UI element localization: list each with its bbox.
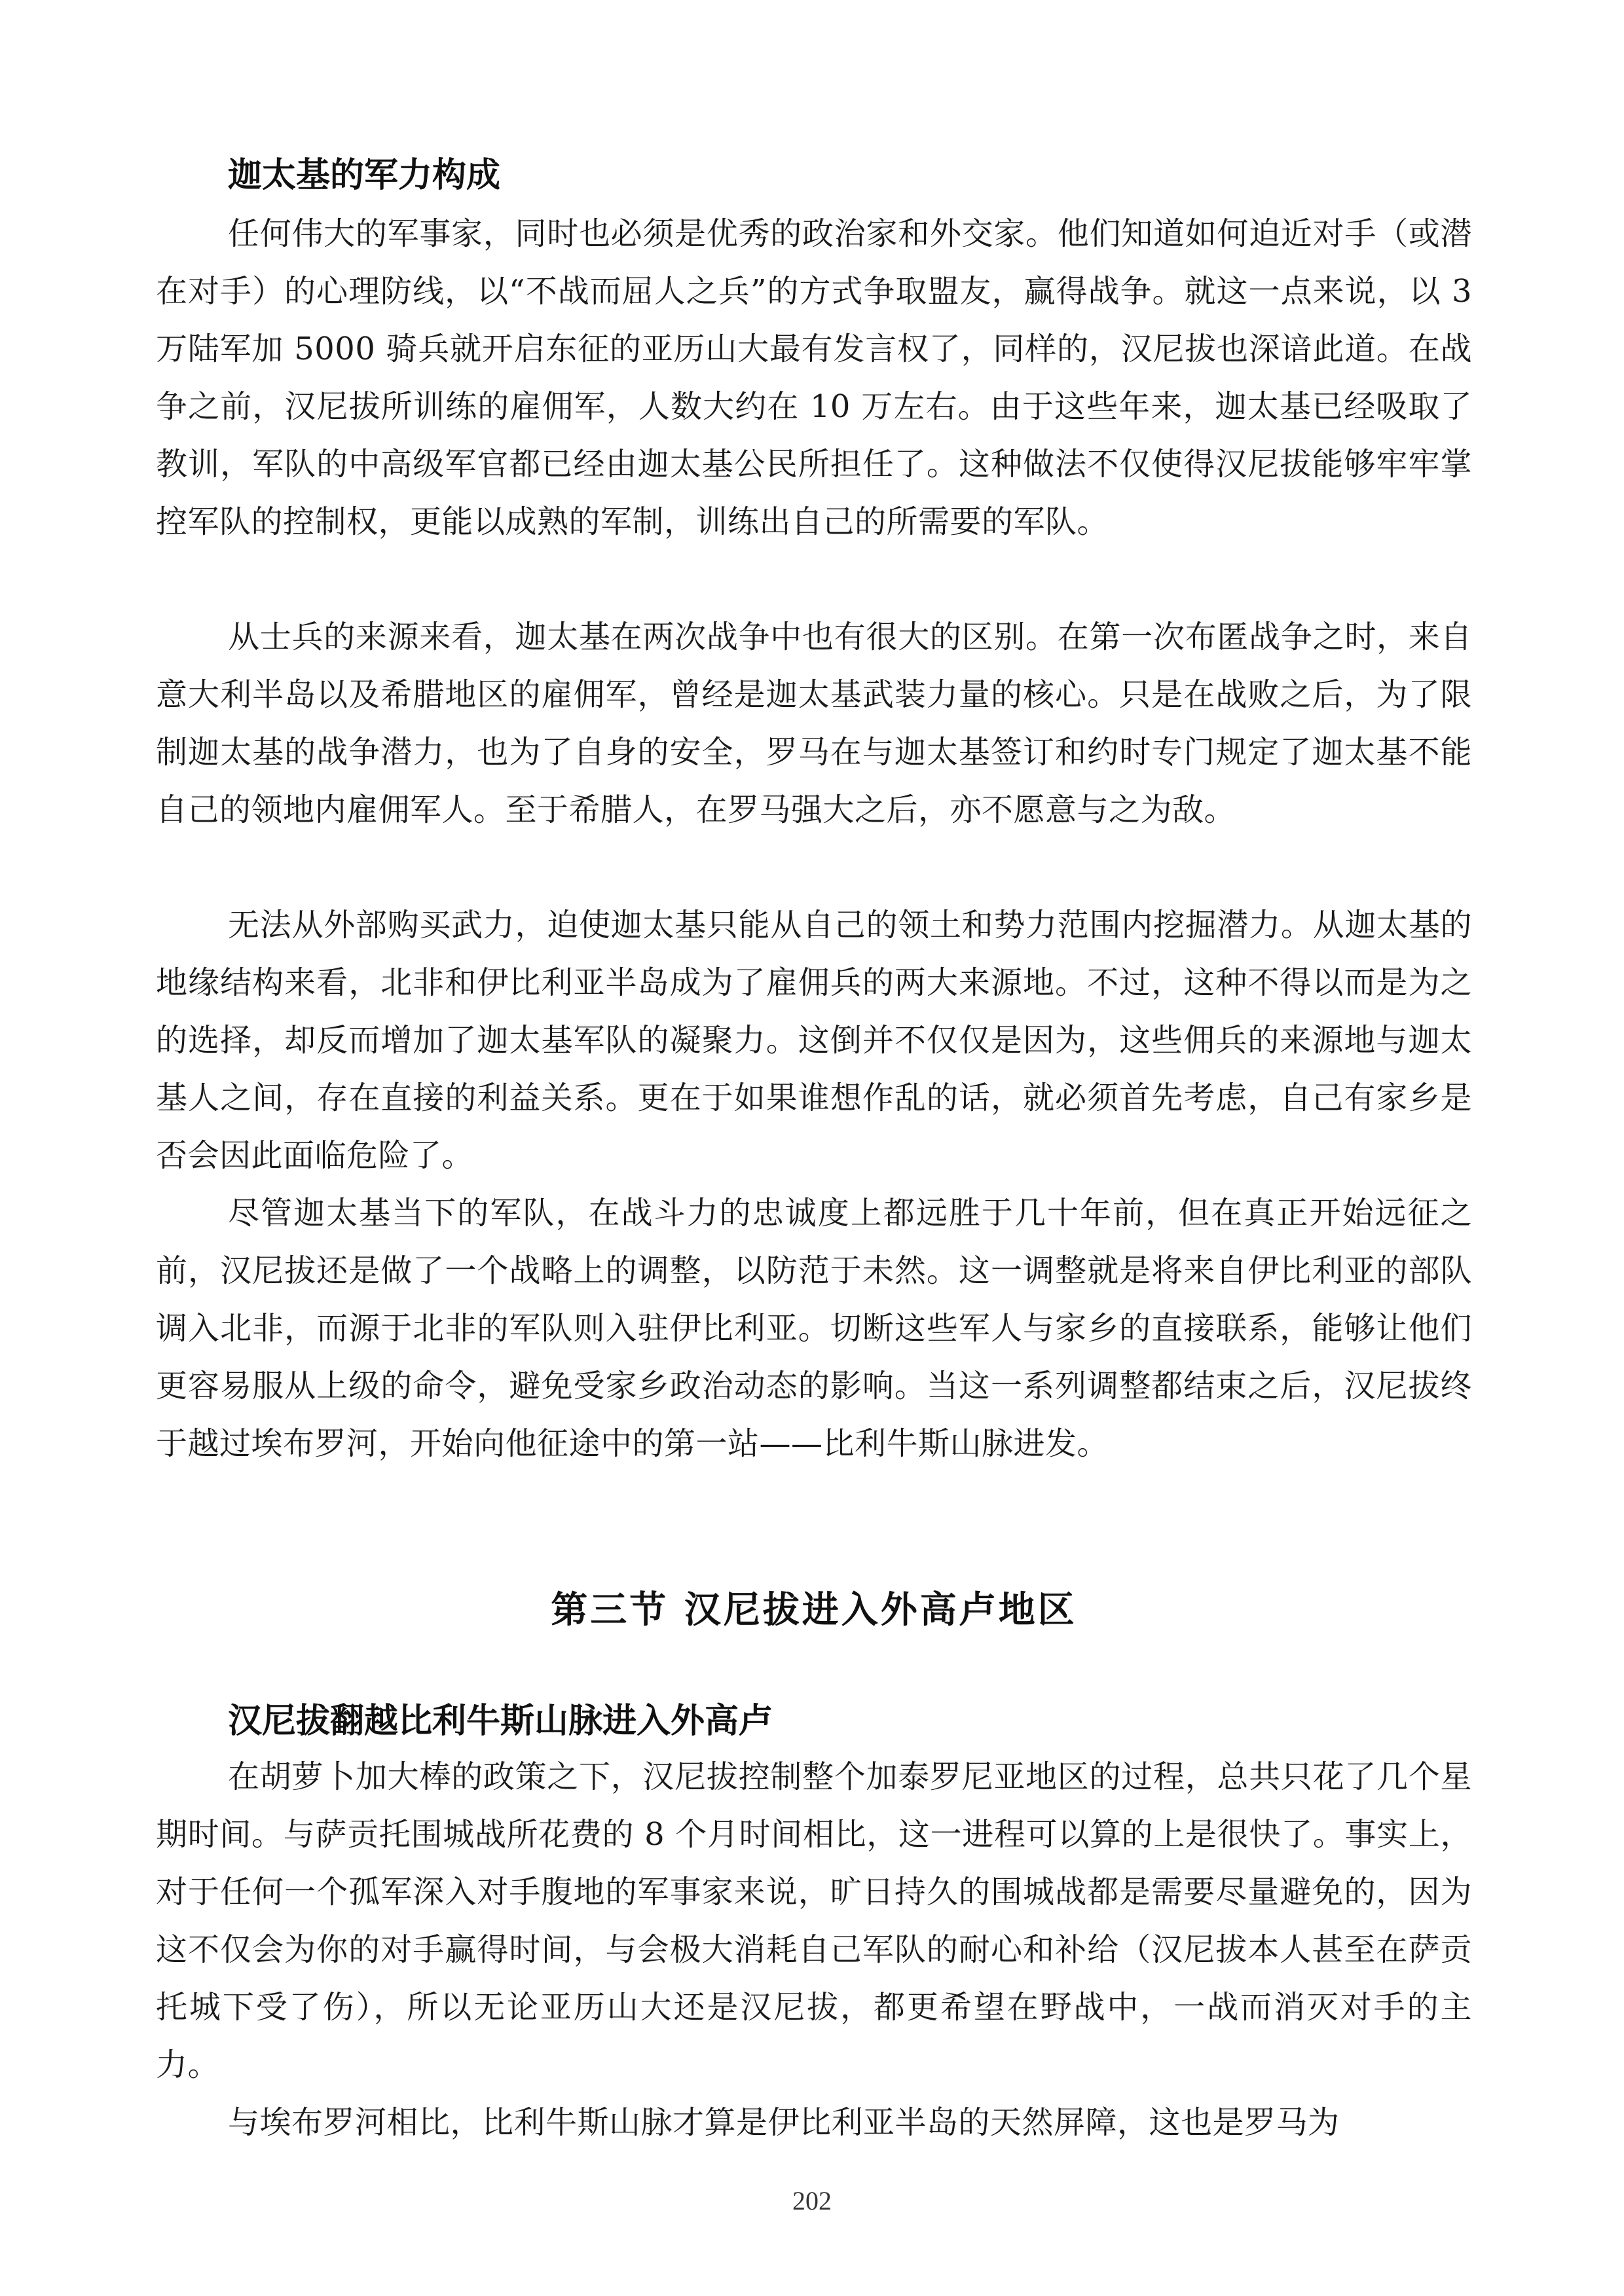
paragraph: 尽管迦太基当下的军队，在战斗力的忠诚度上都远胜于几十年前，但在真正开始远征之前，汉尼拔还是做了一个战略上的调整，以防范于未然。这一调整就是将来自伊比利亚的部队调入北非，而源于北非的军队则入驻伊比利亚。切断这些军人与家乡的直接联系，能够让他们更容易服从上级的命令，避免受家乡政治动态的影响。当这一系列调整都结束之后，汉尼拔终于越过埃布罗河，开始向他征途中的第一站——比利牛斯山脉进发。 [156,1195,1472,1462]
subheading-military-composition: 迦太基的军力构成 [228,156,501,195]
paragraph: 从士兵的来源来看，迦太基在两次战争中也有很大的区别。在第一次布匿战争之时，来自意大利半岛以及希腊地区的雇佣军，曾经是迦太基武装力量的核心。只是在战败之后，为了限制迦太基的战争潜力，也为了自身的安全，罗马在与迦太基签订和约时专门规定了迦太基不能自己的领地内雇佣军人。至于希腊人，在罗马强大之后，亦不愿意与之为敌。 [156,619,1472,828]
paragraph: 在胡萝卜加大棒的政策之下，汉尼拔控制整个加泰罗尼亚地区的过程，总共只花了几个星期时间。与萨贡托围城战所花费的 8 个月时间相比，这一进程可以算的上是很快了。事实上，对于任何一个孤军深入对手腹地的军事家来说，旷日持久的围城战都是需要尽量避免的，因为这不仅会为你的对手赢得时间，与会极大消耗自己军队的耐心和补给（汉尼拔本人甚至在萨贡托城下受了伤），所以无论亚历山大还是汉尼拔，都更希望在野战中，一战而消灭对手的主力。 [156,1758,1472,2083]
section-title: 第三节 汉尼拔进入外高卢地区 [551,1589,1077,1631]
paragraph: 无法从外部购买武力，迫使迦太基只能从自己的领土和势力范围内挖掘潜力。从迦太基的地缘结构来看，北非和伊比利亚半岛成为了雇佣兵的两大来源地。不过，这种不得以而是为之的选择，却反而增加了迦太基军队的凝聚力。这倒并不仅仅是因为，这些佣兵的来源地与迦太基人之间，存在直接的利益关系。更在于如果谁想作乱的话，就必须首先考虑，自己有家乡是否会因此面临危险了。 [156,907,1472,1174]
paragraph: 与埃布罗河相比，比利牛斯山脉才算是伊比利亚半岛的天然屏障，这也是罗马为 [228,2104,1340,2141]
subheading-crossing-pyrenees: 汉尼拔翻越比利牛斯山脉进入外高卢 [228,1702,773,1741]
paragraph: 任何伟大的军事家，同时也必须是优秀的政治家和外交家。他们知道如何迫近对手（或潜在对手）的心理防线，以“不战而屈人之兵”的方式争取盟友，赢得战争。就这一点来说，以 3 万陆军加 5000 骑兵就开启东征的亚历山大最有发言权了，同样的，汉尼拔也深谙此道。在战争之前，汉尼拔所训练的雇佣军，人数大约在 10 万左右。由于这些年来，迦太基已经吸取了教训，军队的中高级军官都已经由迦太基公民所担任了。这种做法不仅使得汉尼拔能够牢牢掌控军队的控制权，更能以成熟的军制，训练出自己的所需要的军队。 [156,215,1472,540]
page-number: 202 [792,2186,832,2215]
